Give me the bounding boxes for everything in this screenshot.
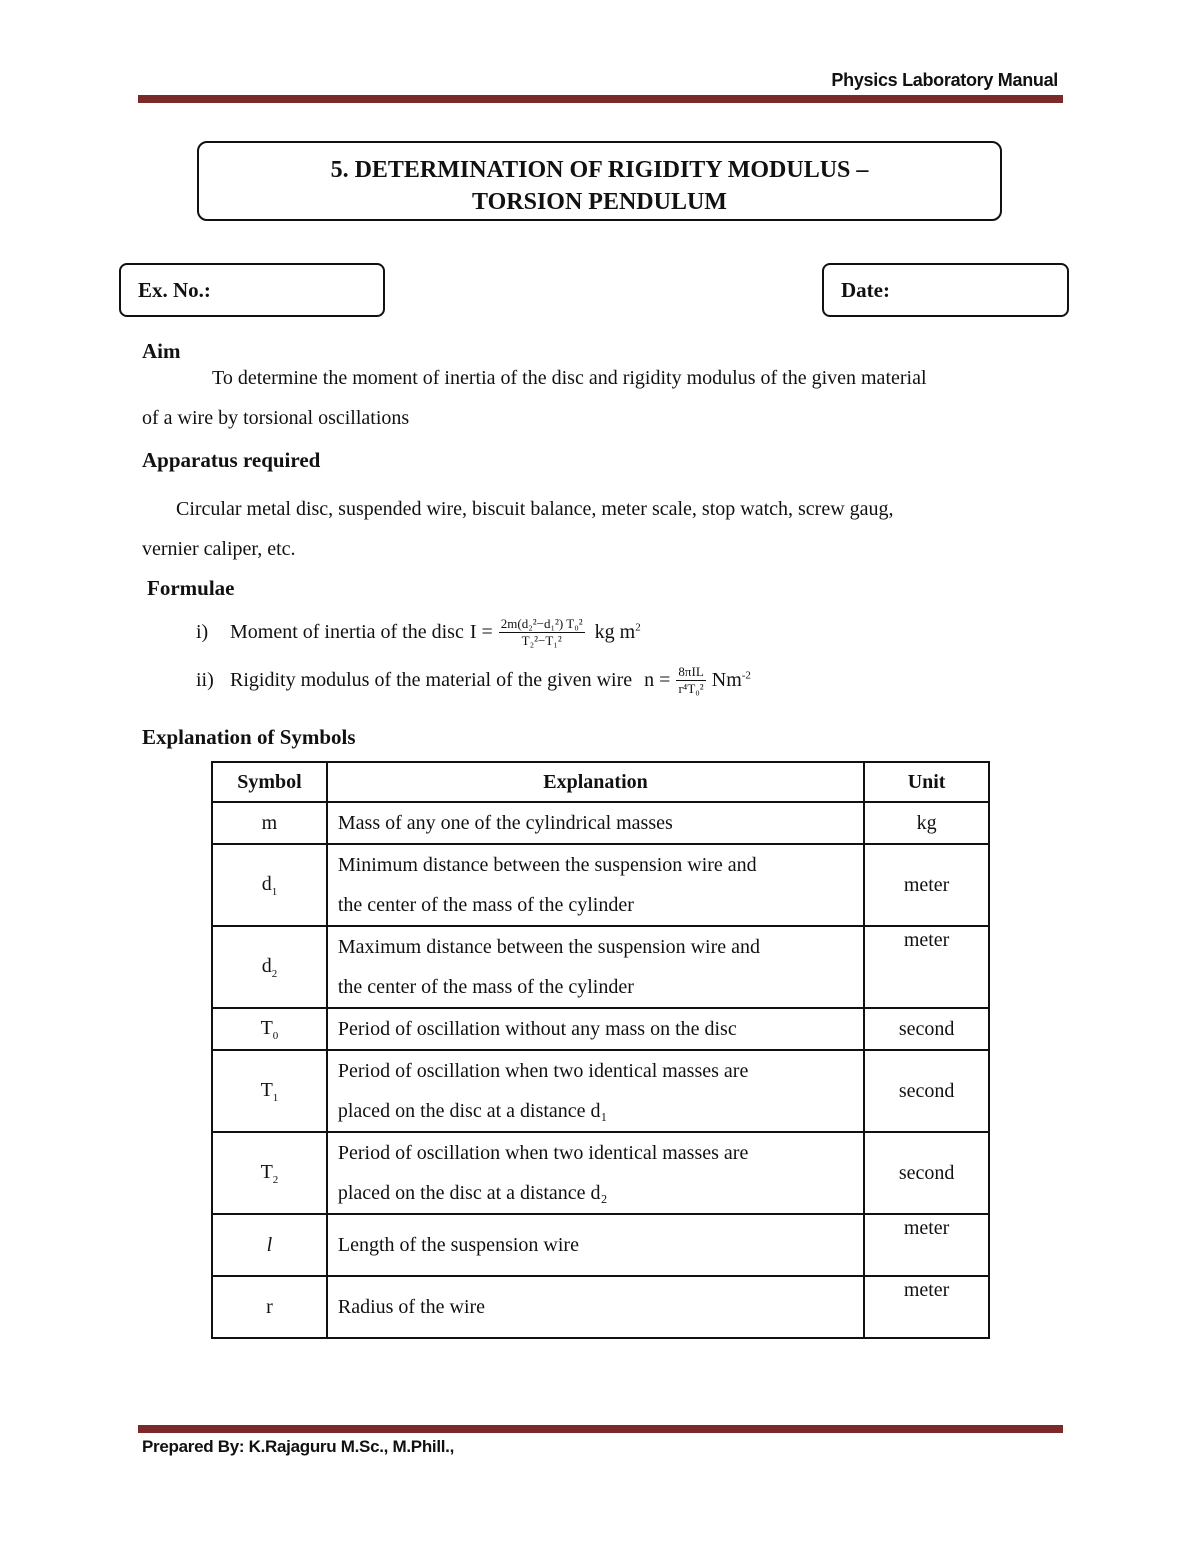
explanation-cell: Period of oscillation without any mass on the disc (327, 1008, 864, 1050)
apparatus-heading: Apparatus required (142, 448, 321, 472)
symbols-heading: Explanation of Symbols (142, 725, 356, 749)
apparatus-text-line2: vernier caliper, etc. (142, 538, 296, 560)
explanation-cell: Radius of the wire (327, 1276, 864, 1338)
aim-heading: Aim (142, 339, 181, 363)
experiment-title-line2: TORSION PENDULUM (472, 189, 727, 215)
table-row (212, 1276, 989, 1338)
explanation-cell: Length of the suspension wire (327, 1214, 864, 1276)
symbol-cell: $d_1$ (212, 844, 327, 926)
unit-cell: kg (864, 802, 989, 844)
table-row (212, 926, 989, 1008)
ex-no-field (119, 263, 385, 317)
table-row (212, 1050, 989, 1132)
ex-no-label: Ex. No.: (138, 278, 211, 302)
explanation-cell: Minimum distance between the suspension wire and the center of the mass of the cylinder (327, 844, 864, 926)
formula-description: Moment of inertia of the disc (230, 621, 464, 643)
symbol-cell: $T_2$ (212, 1132, 327, 1214)
date-label: Date: (841, 278, 890, 302)
manual-title: Physics Laboratory Manual (831, 70, 1058, 90)
unit-cell: meter (864, 1276, 989, 1338)
explanation-cell: Period of oscillation when two identical masses are placed on the disc at a distance d₁ (327, 1050, 864, 1132)
formula-index: i) (196, 621, 209, 643)
column-header-symbol: Symbol (212, 762, 327, 802)
unit-cell: second (864, 1008, 989, 1050)
experiment-title-line1: 5. DETERMINATION OF RIGIDITY MODULUS – (330, 157, 869, 183)
formula-fraction (676, 664, 705, 697)
table-row (212, 1132, 989, 1214)
prepared-by: Prepared By: K.Rajaguru M.Sc., M.Phill., (142, 1437, 455, 1456)
symbols-table (211, 761, 990, 1339)
experiment-title-box (197, 141, 1002, 221)
symbol-cell: $T_0$ (212, 1008, 327, 1050)
date-field (822, 263, 1069, 317)
formula-unit: kg $m^2$ (594, 621, 641, 643)
explanation-cell: Maximum distance between the suspension wire and the center of the mass of the cylinder (327, 926, 864, 1008)
column-header-unit: Unit (864, 762, 989, 802)
formula-lhs: n = (644, 669, 671, 691)
table-row (212, 802, 989, 844)
explanation-cell: Mass of any one of the cylindrical masses (327, 802, 864, 844)
symbol-cell: $d_2$ (212, 926, 327, 1008)
formula-index: ii) (196, 669, 214, 691)
unit-cell: meter (864, 844, 989, 926)
formula-unit: $Nm^{-2}$ (711, 669, 751, 691)
unit-cell: second (864, 1050, 989, 1132)
header-divider (138, 95, 1063, 103)
symbol-cell: m (212, 802, 327, 844)
aim-text-line2: of a wire by torsional oscillations (142, 407, 410, 429)
column-header-explanation: Explanation (327, 762, 864, 802)
symbol-cell: l (212, 1214, 327, 1276)
formula-moment-of-inertia (196, 616, 641, 649)
table-row (212, 1008, 989, 1050)
table-header-row (212, 762, 989, 802)
footer-divider (138, 1425, 1063, 1433)
explanation-cell: Period of oscillation when two identical masses are placed on the disc at a distance d₂ (327, 1132, 864, 1214)
table-row (212, 844, 989, 926)
formula-lhs: I = (469, 621, 493, 643)
table-row (212, 1214, 989, 1276)
formula-description: Rigidity modulus of the material of the given wire (230, 669, 633, 691)
symbol-cell: $T_1$ (212, 1050, 327, 1132)
formula-fraction (499, 616, 585, 649)
apparatus-text-line1: Circular metal disc, suspended wire, biscuit balance, meter scale, stop watch, screw gaug, (176, 498, 894, 520)
formulae-heading: Formulae (147, 576, 235, 600)
symbol-cell: r (212, 1276, 327, 1338)
unit-cell: meter (864, 926, 989, 1008)
aim-text-line1: To determine the moment of inertia of the disc and rigidity modulus of the given material (212, 367, 927, 389)
unit-cell: second (864, 1132, 989, 1214)
formula-denominator: r⁴T₀² (678, 681, 704, 696)
formula-numerator: 8πIL (678, 664, 704, 679)
formula-denominator: T₂²−T₁² (521, 633, 562, 648)
formula-rigidity-modulus (196, 664, 751, 697)
unit-cell: meter (864, 1214, 989, 1276)
formula-numerator: 2m(d₂²−d₁²) T₀² (500, 616, 583, 631)
